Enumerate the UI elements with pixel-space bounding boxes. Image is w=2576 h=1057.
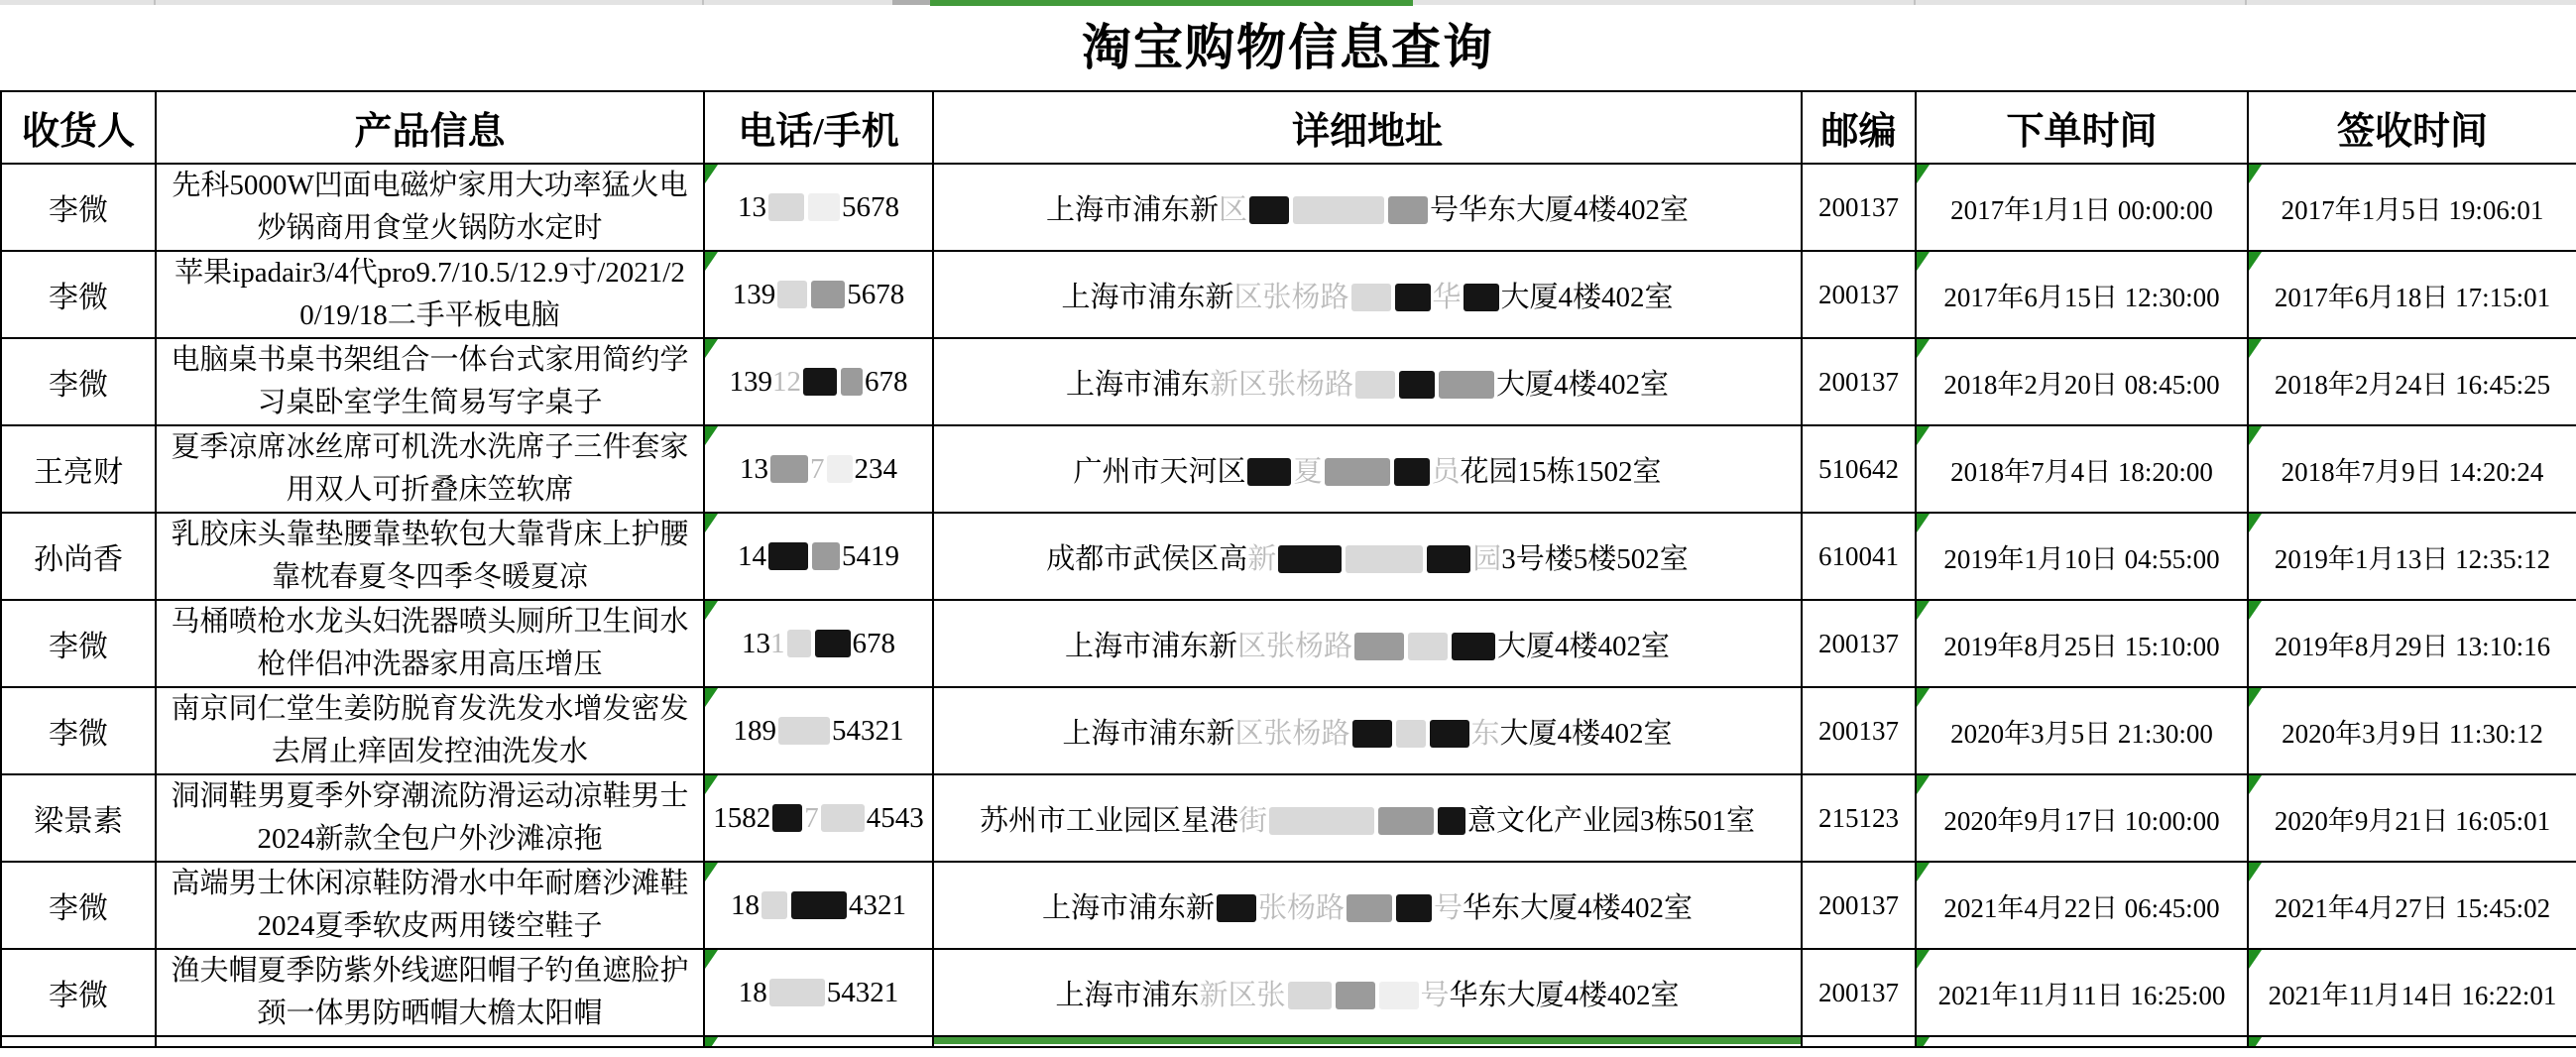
cell-product[interactable]: 先科5000W凹面电磁炉家用大功率猛火电炒锅商用食堂火锅防水定时 bbox=[156, 164, 704, 251]
redaction-block bbox=[1399, 371, 1435, 399]
cell-phone[interactable] bbox=[704, 1036, 933, 1047]
redaction-block bbox=[841, 368, 863, 396]
text-segment: 5678 bbox=[847, 278, 905, 310]
cell-recipient[interactable]: 孙尚香 bbox=[1, 513, 156, 600]
redaction-block bbox=[1464, 284, 1499, 311]
text-segment: 广州市天河区 bbox=[1073, 455, 1246, 488]
cell-recipient[interactable]: 李微 bbox=[1, 949, 156, 1036]
redaction-block bbox=[1351, 284, 1391, 311]
cell-sign-time[interactable] bbox=[2248, 1036, 2576, 1047]
text-segment: 139 bbox=[732, 278, 776, 310]
text-segment: 上海市浦东新 bbox=[1041, 891, 1215, 924]
cell-recipient[interactable]: 李微 bbox=[1, 338, 156, 425]
text-segment: 54321 bbox=[832, 714, 904, 747]
cell-zip[interactable]: 200137 bbox=[1802, 600, 1916, 687]
header-recipient[interactable]: 收货人 bbox=[1, 91, 156, 164]
cell-phone[interactable] bbox=[704, 949, 933, 1036]
cell-zip[interactable]: 200137 bbox=[1802, 687, 1916, 774]
redaction-block bbox=[1346, 545, 1423, 573]
redaction-block bbox=[811, 281, 845, 308]
cell-address[interactable] bbox=[933, 949, 1802, 1036]
cell-recipient[interactable]: 李微 bbox=[1, 600, 156, 687]
cell-product[interactable]: 高端男士休闲凉鞋防滑水中年耐磨沙滩鞋2024夏季软皮两用镂空鞋子 bbox=[156, 862, 704, 949]
text-segment: 13 bbox=[738, 190, 766, 223]
text-segment: 街 bbox=[1237, 804, 1267, 837]
cell-zip[interactable]: 215123 bbox=[1802, 774, 1916, 862]
redaction-block bbox=[1378, 807, 1434, 835]
cell-order-time[interactable]: 2021年11月11日 16:25:00 bbox=[1916, 949, 2248, 1036]
redaction-block bbox=[1388, 196, 1428, 224]
header-order-time[interactable]: 下单时间 bbox=[1916, 91, 2248, 164]
redaction-block bbox=[1408, 633, 1448, 660]
table-row bbox=[1, 687, 2576, 774]
cell-product[interactable]: 苹果ipadair3/4代pro9.7/10.5/12.9寸/2021/20/19/18二手平板电脑 bbox=[156, 251, 704, 338]
cell-zip[interactable]: 610041 bbox=[1802, 513, 1916, 600]
text-segment: 234 bbox=[854, 452, 897, 485]
cell-order-time[interactable]: 2021年4月22日 06:45:00 bbox=[1916, 862, 2248, 949]
text-segment: 13 bbox=[742, 627, 770, 659]
table-body bbox=[1, 164, 2576, 1036]
text-segment: 1 bbox=[770, 627, 785, 659]
cell-address-selected[interactable] bbox=[933, 1036, 1802, 1047]
redaction-block bbox=[1269, 807, 1374, 835]
cell-sign-time[interactable]: 2018年7月9日 14:20:24 bbox=[2248, 425, 2576, 513]
redaction-block bbox=[1438, 807, 1465, 835]
text-segment: 上海市浦东新 bbox=[1045, 193, 1219, 226]
cell-phone[interactable] bbox=[704, 774, 933, 862]
redaction-block bbox=[1288, 982, 1332, 1009]
text-segment: 139 bbox=[729, 365, 772, 398]
header-phone[interactable]: 电话/手机 bbox=[704, 91, 933, 164]
redaction-block bbox=[1354, 633, 1404, 660]
text-segment: 大厦4楼402室 bbox=[1497, 630, 1671, 662]
redaction-block bbox=[1249, 196, 1289, 224]
cell-sign-time[interactable]: 2019年1月13日 12:35:12 bbox=[2248, 513, 2576, 600]
cell-zip[interactable]: 200137 bbox=[1802, 164, 1916, 251]
cell-zip[interactable]: 200137 bbox=[1802, 949, 1916, 1036]
redaction-block bbox=[1247, 458, 1291, 486]
cell-sign-time[interactable]: 2017年6月18日 17:15:01 bbox=[2248, 251, 2576, 338]
cell-zip[interactable]: 510642 bbox=[1802, 425, 1916, 513]
cell-order-time[interactable] bbox=[1916, 1036, 2248, 1047]
cell-recipient[interactable]: 李微 bbox=[1, 687, 156, 774]
partial-row bbox=[1, 1036, 2576, 1047]
cell-phone[interactable] bbox=[704, 425, 933, 513]
cell-phone[interactable] bbox=[704, 164, 933, 251]
page-title: 淘宝购物信息查询 bbox=[1082, 20, 1494, 75]
text-segment: 678 bbox=[865, 365, 908, 398]
cell-recipient[interactable] bbox=[1, 1036, 156, 1047]
cell-product[interactable]: 南京同仁堂生姜防脱育发洗发水增发密发去屑止痒固发控油洗发水 bbox=[156, 687, 704, 774]
redaction-block bbox=[1427, 545, 1470, 573]
redaction-block bbox=[1355, 371, 1395, 399]
redaction-block bbox=[768, 193, 804, 221]
text-segment: 大厦4楼402室 bbox=[1500, 281, 1674, 313]
text-segment: 华 bbox=[1432, 281, 1462, 313]
cell-order-time[interactable]: 2018年7月4日 18:20:00 bbox=[1916, 425, 2248, 513]
text-segment: 东 bbox=[1470, 717, 1500, 750]
cell-product[interactable]: 电脑桌书桌书架组合一体台式家用简约学习桌卧室学生简易写字桌子 bbox=[156, 338, 704, 425]
text-segment: 1582 bbox=[713, 801, 771, 834]
table-row bbox=[1, 600, 2576, 687]
cell-address[interactable] bbox=[933, 425, 1802, 513]
text-segment: 上海市浦东 bbox=[1065, 368, 1210, 401]
text-segment: 华东大厦4楼402室 bbox=[1449, 979, 1680, 1011]
cell-product[interactable]: 马桶喷枪水龙头妇洗器喷头厕所卫生间水枪伴侣冲洗器家用高压增压 bbox=[156, 600, 704, 687]
cell-sign-time[interactable]: 2019年8月29日 13:10:16 bbox=[2248, 600, 2576, 687]
table-row bbox=[1, 513, 2576, 600]
cell-sign-time[interactable]: 2021年4月27日 15:45:02 bbox=[2248, 862, 2576, 949]
cell-sign-time[interactable]: 2018年2月24日 16:45:25 bbox=[2248, 338, 2576, 425]
text-segment: 号 bbox=[1434, 891, 1464, 924]
table-row bbox=[1, 774, 2576, 862]
text-segment: 区张杨路 bbox=[1236, 630, 1352, 662]
redaction-block bbox=[761, 891, 787, 919]
text-segment: 14 bbox=[738, 539, 766, 572]
redaction-block bbox=[1394, 458, 1430, 486]
redaction-block bbox=[1396, 894, 1432, 922]
cell-zip[interactable]: 200137 bbox=[1802, 338, 1916, 425]
text-segment: 园 bbox=[1472, 542, 1502, 575]
text-segment: 区张杨路 bbox=[1233, 281, 1349, 313]
text-segment: 12 bbox=[772, 365, 801, 398]
redaction-block bbox=[772, 804, 802, 832]
cell-phone[interactable] bbox=[704, 600, 933, 687]
cell-order-time[interactable]: 2019年8月25日 15:10:00 bbox=[1916, 600, 2248, 687]
cell-zip[interactable]: 200137 bbox=[1802, 251, 1916, 338]
redaction-block bbox=[791, 891, 847, 919]
text-segment: 新区张杨路 bbox=[1209, 368, 1353, 401]
cell-recipient[interactable]: 李微 bbox=[1, 164, 156, 251]
cell-order-time[interactable]: 2020年9月17日 10:00:00 bbox=[1916, 774, 2248, 862]
cell-phone[interactable] bbox=[704, 687, 933, 774]
cell-address[interactable] bbox=[933, 164, 1802, 251]
cell-product[interactable]: 渔夫帽夏季防紫外线遮阳帽子钓鱼遮脸护颈一体男防晒帽大檐太阳帽 bbox=[156, 949, 704, 1036]
text-segment: 4543 bbox=[866, 801, 924, 834]
text-segment: 7 bbox=[810, 452, 825, 485]
cell-address[interactable] bbox=[933, 862, 1802, 949]
redaction-block bbox=[803, 368, 837, 396]
redaction-block bbox=[770, 455, 808, 483]
text-segment: 苏州市工业园区星港 bbox=[979, 804, 1238, 837]
redaction-block bbox=[1430, 720, 1469, 748]
text-segment: 号华东大厦4楼402室 bbox=[1430, 193, 1690, 226]
redaction-block bbox=[812, 542, 840, 570]
table-header-row bbox=[1, 91, 2576, 164]
text-segment: 4321 bbox=[849, 888, 906, 921]
text-segment: 成都市武侯区高 bbox=[1046, 542, 1248, 575]
cell-sign-time[interactable]: 2021年11月14日 16:22:01 bbox=[2248, 949, 2576, 1036]
redaction-block bbox=[768, 542, 808, 570]
redaction-block bbox=[777, 281, 807, 308]
redaction-block bbox=[1452, 633, 1495, 660]
text-segment: 意文化产业园3栋501室 bbox=[1467, 804, 1756, 837]
selection-border bbox=[934, 1037, 1801, 1044]
redaction-block bbox=[1347, 894, 1392, 922]
cell-product[interactable]: 洞洞鞋男夏季外穿潮流防滑运动凉鞋男士2024新款全包户外沙滩凉拖 bbox=[156, 774, 704, 862]
text-segment: 18 bbox=[738, 976, 767, 1008]
text-segment: 大厦4楼402室 bbox=[1499, 717, 1673, 750]
text-segment: 7 bbox=[804, 801, 819, 834]
table-row bbox=[1, 164, 2576, 251]
cell-order-time[interactable]: 2017年1月1日 00:00:00 bbox=[1916, 164, 2248, 251]
cell-sign-time[interactable]: 2020年9月21日 16:05:01 bbox=[2248, 774, 2576, 862]
cell-order-time[interactable]: 2017年6月15日 12:30:00 bbox=[1916, 251, 2248, 338]
cell-phone[interactable] bbox=[704, 338, 933, 425]
header-product[interactable]: 产品信息 bbox=[156, 91, 704, 164]
table-row bbox=[1, 949, 2576, 1036]
cell-zip[interactable] bbox=[1802, 1036, 1916, 1047]
cell-address[interactable] bbox=[933, 687, 1802, 774]
cell-product[interactable]: 乳胶床头靠垫腰靠垫软包大靠背床上护腰靠枕春夏冬四季冬暖夏凉 bbox=[156, 513, 704, 600]
cell-order-time[interactable]: 2019年1月10日 04:55:00 bbox=[1916, 513, 2248, 600]
text-segment: 张杨路 bbox=[1257, 891, 1345, 924]
table-row bbox=[1, 338, 2576, 425]
text-segment: 上海市浦东新 bbox=[1062, 717, 1235, 750]
text-segment: 18 bbox=[731, 888, 760, 921]
text-segment: 员 bbox=[1431, 455, 1461, 488]
text-segment: 5678 bbox=[842, 190, 899, 223]
redaction-block bbox=[1396, 720, 1426, 748]
redaction-block bbox=[1325, 458, 1390, 486]
table-row bbox=[1, 425, 2576, 513]
header-zip[interactable]: 邮编 bbox=[1802, 91, 1916, 164]
cell-order-time[interactable]: 2020年3月5日 21:30:00 bbox=[1916, 687, 2248, 774]
cell-order-time[interactable]: 2018年2月20日 08:45:00 bbox=[1916, 338, 2248, 425]
text-segment: 5419 bbox=[842, 539, 899, 572]
redaction-block bbox=[1217, 894, 1256, 922]
cell-address[interactable] bbox=[933, 774, 1802, 862]
cell-recipient[interactable]: 李微 bbox=[1, 862, 156, 949]
text-segment: 花园15栋1502室 bbox=[1460, 455, 1662, 488]
text-segment: 678 bbox=[852, 627, 895, 659]
cell-address[interactable] bbox=[933, 338, 1802, 425]
text-segment: 新区张 bbox=[1199, 979, 1286, 1011]
cell-phone[interactable] bbox=[704, 862, 933, 949]
text-segment: 3号楼5楼502室 bbox=[1501, 542, 1689, 575]
redaction-block bbox=[1336, 982, 1375, 1009]
redaction-block bbox=[787, 630, 811, 657]
cell-phone[interactable] bbox=[704, 513, 933, 600]
text-segment: 上海市浦东新 bbox=[1061, 281, 1234, 313]
redaction-block bbox=[1352, 720, 1392, 748]
redaction-block bbox=[1395, 284, 1431, 311]
redaction-block bbox=[1278, 545, 1342, 573]
text-segment: 54321 bbox=[826, 976, 899, 1008]
cell-recipient[interactable]: 梁景素 bbox=[1, 774, 156, 862]
text-segment: 上海市浦东 bbox=[1055, 979, 1200, 1011]
text-segment: 上海市浦东新 bbox=[1064, 630, 1237, 662]
orders-table bbox=[0, 90, 2576, 1048]
table-row bbox=[1, 251, 2576, 338]
cell-sign-time[interactable]: 2017年1月5日 19:06:01 bbox=[2248, 164, 2576, 251]
cell-address[interactable] bbox=[933, 513, 1802, 600]
text-segment: 区张杨路 bbox=[1234, 717, 1350, 750]
cell-recipient[interactable]: 李微 bbox=[1, 251, 156, 338]
text-segment: 新 bbox=[1247, 542, 1277, 575]
cell-product[interactable]: 夏季凉席冰丝席可机洗水洗席子三件套家用双人可折叠床笠软席 bbox=[156, 425, 704, 513]
text-segment: 大厦4楼402室 bbox=[1496, 368, 1670, 401]
redaction-block bbox=[808, 193, 840, 221]
text-segment: 夏 bbox=[1293, 455, 1323, 488]
redaction-block bbox=[1439, 371, 1494, 399]
table-row bbox=[1, 862, 2576, 949]
redaction-block bbox=[769, 979, 825, 1006]
cell-phone[interactable] bbox=[704, 251, 933, 338]
redaction-block bbox=[1379, 982, 1419, 1009]
text-segment: 13 bbox=[740, 452, 768, 485]
text-segment: 华东大厦4楼402室 bbox=[1463, 891, 1694, 924]
redaction-block bbox=[815, 630, 851, 657]
text-segment: 号 bbox=[1420, 979, 1450, 1011]
cell-product[interactable] bbox=[156, 1036, 704, 1047]
cell-address[interactable] bbox=[933, 600, 1802, 687]
cell-address[interactable] bbox=[933, 251, 1802, 338]
text-segment: 189 bbox=[733, 714, 776, 747]
cell-recipient[interactable]: 王亮财 bbox=[1, 425, 156, 513]
redaction-block bbox=[778, 717, 830, 745]
redaction-block bbox=[1293, 196, 1384, 224]
text-segment: 区 bbox=[1218, 193, 1247, 226]
redaction-block bbox=[827, 455, 853, 483]
cell-zip[interactable]: 200137 bbox=[1802, 862, 1916, 949]
header-address[interactable]: 详细地址 bbox=[933, 91, 1802, 164]
cell-sign-time[interactable]: 2020年3月9日 11:30:12 bbox=[2248, 687, 2576, 774]
redaction-block bbox=[821, 804, 865, 832]
header-sign-time[interactable]: 签收时间 bbox=[2248, 91, 2576, 164]
